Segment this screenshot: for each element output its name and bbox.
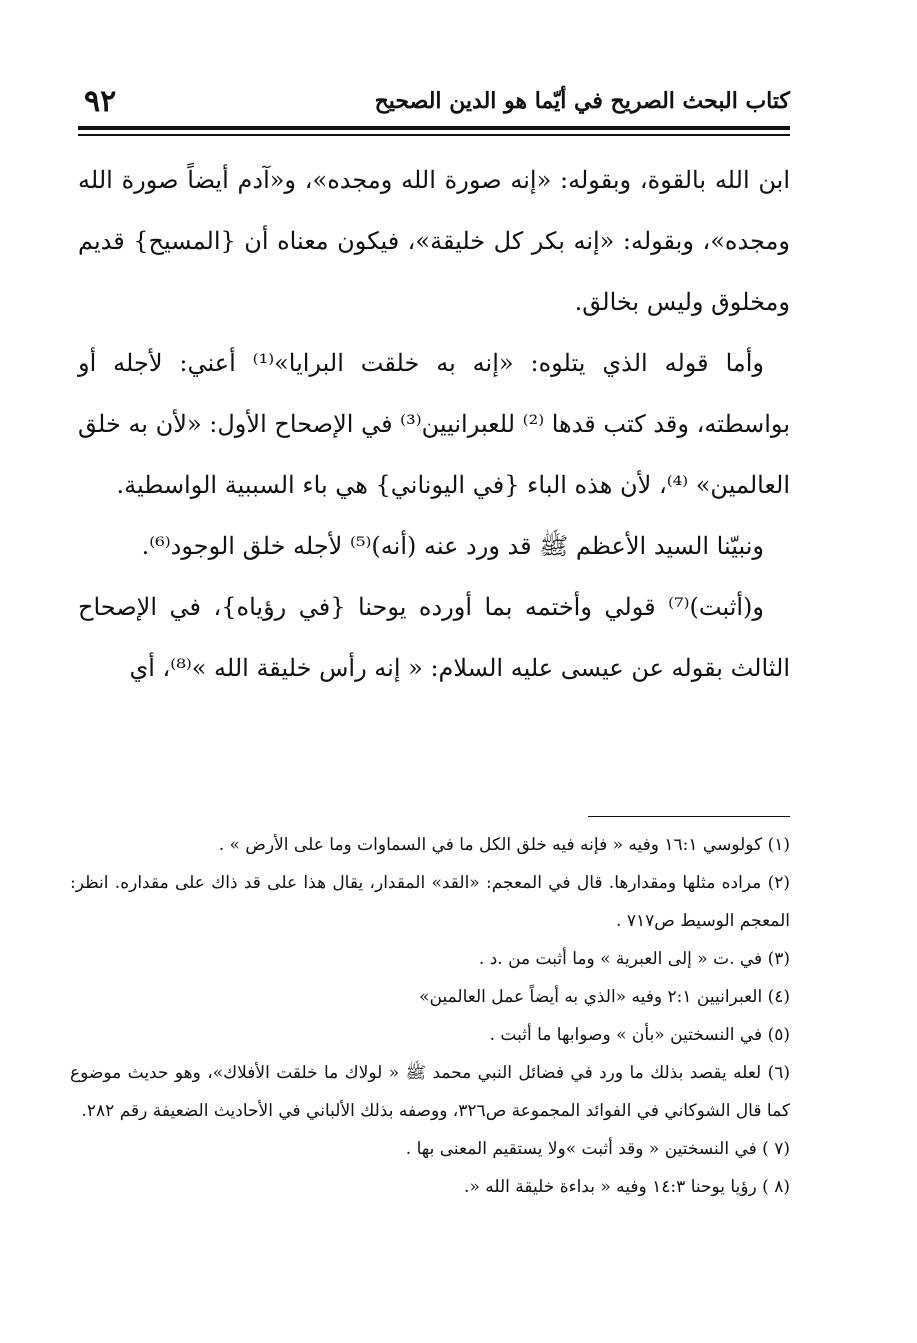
footnote: (٥) في النسختين «بأن » وصوابها ما أثبت . [489, 1025, 790, 1045]
footnote-separator [588, 816, 790, 817]
paragraph: و(أثبت)⁽⁷⁾ قولي وأختمه بما أورده يوحنا {في رؤياه}، في الإصحاح الثالث بقوله عن عيسى عليه السلام: « إنه رأس خليقة الله »⁽⁸⁾، أي [78, 593, 790, 682]
header-rule-thin [78, 134, 790, 136]
footnote: (١) كولوسي ١٦:١ وفيه « فإنه فيه خلق الكل ما في السماوات وما على الأرض » . [218, 835, 790, 855]
page-number: ٩٢ [84, 84, 117, 119]
paragraph: ابن الله بالقوة، وبقوله: «إنه صورة الله ومجده»، و«آدم أيضاً صورة الله ومجده»، وبقوله: «إنه بكر كل خليقة»، فيكون معناه أن {المسيح} قديم ومخلوق وليس بخالق. [78, 166, 790, 316]
footnote: (٢) مراده مثلها ومقدارها. قال في المعجم: «القد» المقدار، يقال هذا على قد ذاك على مقداره. انظر: المعجم الوسيط ص٧١٧ . [70, 873, 790, 931]
main-text [78, 150, 790, 699]
footnotes [70, 826, 790, 1206]
paragraph: ونبيّنا السيد الأعظم ﷺ قد ورد عنه (أنه)⁽⁵⁾ لأجله خلق الوجود⁽⁶⁾. [141, 532, 764, 560]
footnote: (٦) لعله يقصد بذلك ما ورد في فضائل النبي محمد ﷺ « لولاك ما خلقت الأفلاك»، وهو حديث موضوع كما قال الشوكاني في الفوائد المجموعة ص٣٢٦، ووصفه بذلك الألباني في الأحاديث الضعيفة رقم ٢٨٢. [70, 1063, 790, 1121]
header-rule-thick [78, 126, 790, 130]
footnote: (٨ ) رؤيا يوحنا ١٤:٣ وفيه « بداءة خليقة الله «. [464, 1177, 790, 1197]
footnote: (٤) العبرانيين ٢:١ وفيه «الذي به أيضاً عمل العالمين» [419, 987, 790, 1007]
paragraph: وأما قوله الذي يتلوه: «إنه به خلقت البرايا»⁽¹⁾ أعني: لأجله أو بواسطته، وقد كتب قدها ⁽²⁾ للعبرانيين⁽³⁾ في الإصحاح الأول: «لأن به خلق العالمين» ⁽⁴⁾، لأن هذه الباء {في اليوناني} هي باء السببية الواسطية. [78, 349, 790, 499]
footnote: (٣) في .ت « إلى العبرية » وما أثبت من .د . [478, 949, 790, 969]
book-title: كتاب البحث الصريح في أيّما هو الدين الصحيح [374, 88, 790, 114]
footnote: (٧ ) في النسختين « وقد أثبت »ولا يستقيم المعنى بها . [405, 1139, 790, 1159]
running-header [78, 84, 790, 122]
